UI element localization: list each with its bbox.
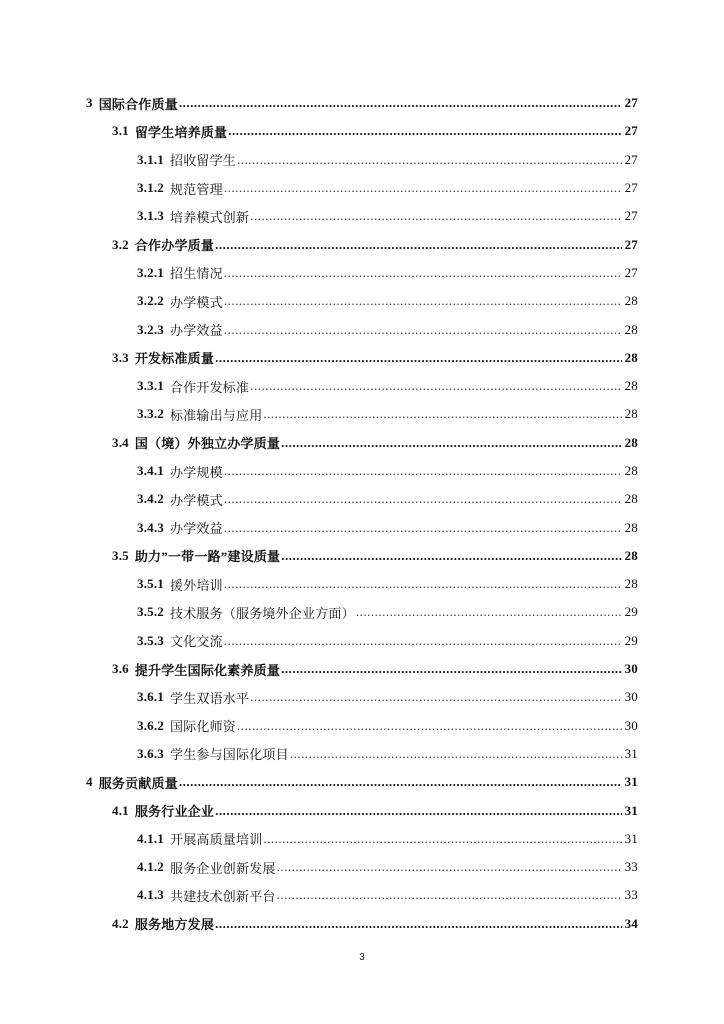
toc-dot-leader [179, 774, 622, 790]
toc-entry-title: 培养模式创新 [170, 209, 250, 225]
toc-entry-title: 办学模式 [170, 294, 223, 310]
toc-entry-number: 3.2.2 [137, 293, 164, 309]
toc-entry-number: 3 [86, 95, 93, 111]
toc-dot-leader [281, 661, 622, 677]
table-of-contents [0, 89, 724, 938]
toc-entry-title: 规范管理 [170, 181, 223, 197]
toc-entry-page: 29 [624, 632, 638, 648]
toc-entry-number: 3.6.2 [137, 717, 164, 733]
toc-entry-title: 招生情况 [170, 266, 223, 282]
toc-dot-leader [179, 95, 622, 111]
toc-subsection-entry[interactable] [0, 740, 724, 768]
toc-entry-number: 3.6.3 [137, 745, 164, 761]
toc-subsection-entry[interactable] [0, 287, 724, 315]
toc-dot-leader [224, 576, 622, 592]
toc-subsection-entry[interactable] [0, 259, 724, 287]
toc-entry-page: 28 [624, 406, 638, 422]
toc-subsection-entry[interactable] [0, 712, 724, 740]
toc-entry-number: 3.1 [112, 123, 129, 139]
toc-entry-number: 3.1.2 [137, 180, 164, 196]
toc-subsection-entry[interactable] [0, 174, 724, 202]
toc-entry-page: 28 [624, 519, 638, 535]
toc-entry-page: 28 [624, 463, 638, 478]
toc-entry-title: 国（境）外独立办学质量 [134, 436, 281, 452]
toc-entry-title: 标准输出与应用 [170, 407, 263, 423]
toc-section-entry[interactable] [0, 910, 724, 938]
toc-entry-number: 3.3 [112, 349, 129, 365]
toc-section-entry[interactable] [0, 429, 724, 457]
toc-dot-leader [281, 548, 622, 564]
page-number: 3 [359, 952, 365, 963]
toc-entry-number: 3.4.3 [137, 519, 164, 535]
toc-subsection-entry[interactable] [0, 513, 724, 541]
toc-section-entry[interactable] [0, 344, 724, 372]
toc-entry-title: 共建技术创新平台 [170, 888, 276, 904]
toc-entry-page: 30 [624, 661, 638, 677]
toc-dot-leader [263, 406, 622, 422]
toc-section-entry[interactable] [0, 655, 724, 683]
toc-subsection-entry[interactable] [0, 202, 724, 230]
toc-entry-number: 4.1.1 [137, 830, 164, 846]
toc-dot-leader [215, 237, 622, 253]
toc-subsection-entry[interactable] [0, 315, 724, 343]
toc-entry-title: 合作开发标准 [170, 379, 250, 395]
toc-entry-page: 28 [624, 576, 638, 592]
toc-entry-page: 28 [624, 349, 638, 365]
toc-dot-leader [224, 633, 622, 649]
toc-dot-leader [250, 378, 622, 394]
toc-entry-number: 3.5.1 [137, 576, 164, 592]
toc-entry-page: 31 [624, 774, 638, 790]
toc-entry-number: 3.6 [112, 661, 129, 677]
toc-entry-page: 29 [624, 604, 638, 620]
toc-section-entry[interactable] [0, 117, 724, 145]
toc-section-entry[interactable] [0, 542, 724, 570]
toc-section-entry[interactable] [0, 230, 724, 258]
toc-entry-page: 31 [624, 830, 638, 846]
toc-entry-number: 4.2 [112, 915, 129, 931]
toc-entry-page: 28 [624, 434, 638, 450]
toc-entry-title: 服务企业创新发展 [170, 860, 276, 876]
toc-entry-title: 服务地方发展 [134, 917, 215, 933]
toc-entry-page: 30 [624, 717, 638, 733]
toc-entry-page: 28 [624, 321, 638, 337]
toc-entry-number: 3.1.3 [137, 208, 164, 224]
toc-entry-number: 3.5.3 [137, 632, 164, 648]
toc-entry-title: 服务贡献质量 [98, 775, 178, 791]
toc-dot-leader [215, 350, 622, 366]
toc-dot-leader [224, 520, 622, 536]
toc-dot-leader [356, 604, 622, 620]
toc-entry-page: 33 [624, 859, 638, 875]
toc-dot-leader [224, 463, 622, 479]
toc-entry-title: 办学模式 [170, 492, 223, 508]
toc-entry-title: 国际化师资 [170, 719, 237, 735]
toc-entry-page: 28 [624, 293, 638, 309]
toc-subsection-entry[interactable] [0, 372, 724, 400]
toc-entry-page: 27 [624, 264, 638, 280]
toc-entry-number: 4.1.2 [137, 859, 164, 875]
toc-entry-number: 3.3.2 [137, 406, 164, 422]
toc-entry-page: 31 [624, 802, 638, 818]
toc-entry-number: 3.4 [112, 434, 129, 450]
toc-entry-page: 34 [624, 915, 638, 931]
toc-subsection-entry[interactable] [0, 627, 724, 655]
toc-entry-title: 学生双语水平 [170, 690, 250, 706]
toc-dot-leader [224, 491, 622, 507]
toc-entry-title: 提升学生国际化素养质量 [134, 662, 281, 678]
toc-dot-leader [250, 208, 622, 224]
toc-chapter-entry[interactable] [0, 89, 724, 117]
toc-entry-page: 27 [624, 151, 638, 167]
toc-dot-leader [263, 831, 622, 847]
toc-entry-title: 办学效益 [170, 323, 223, 339]
toc-entry-page: 33 [624, 887, 638, 903]
toc-entry-title: 开发标准质量 [134, 351, 215, 367]
toc-dot-leader [224, 265, 622, 281]
toc-entry-page: 30 [624, 689, 638, 705]
toc-subsection-entry[interactable] [0, 146, 724, 174]
toc-entry-page: 27 [624, 123, 638, 139]
toc-entry-number: 3.4.2 [137, 491, 164, 507]
toc-entry-number: 3.6.1 [137, 689, 164, 705]
toc-entry-title: 助力”一带一路”建设质量 [134, 549, 281, 565]
toc-entry-title: 开展高质量培训 [170, 832, 263, 848]
toc-dot-leader [215, 803, 622, 819]
toc-dot-leader [290, 746, 622, 762]
toc-dot-leader [277, 859, 622, 875]
toc-entry-number: 3.5 [112, 547, 129, 563]
toc-section-entry[interactable] [0, 796, 724, 824]
toc-entry-number: 4.1.3 [137, 887, 164, 903]
toc-entry-page: 27 [624, 95, 638, 111]
toc-entry-number: 3.1.1 [137, 151, 164, 167]
toc-dot-leader [215, 916, 622, 932]
toc-entry-number: 3.2 [112, 236, 129, 252]
toc-entry-title: 合作办学质量 [134, 238, 215, 254]
toc-chapter-entry[interactable] [0, 768, 724, 796]
toc-entry-number: 3.5.2 [137, 604, 164, 620]
toc-entry-page: 27 [624, 208, 638, 224]
toc-subsection-entry[interactable] [0, 570, 724, 598]
toc-subsection-entry[interactable] [0, 853, 724, 881]
toc-dot-leader [228, 123, 622, 139]
toc-entry-page: 31 [624, 745, 638, 761]
toc-entry-title: 留学生培养质量 [134, 124, 228, 140]
toc-subsection-entry[interactable] [0, 881, 724, 909]
toc-entry-title: 办学规模 [170, 464, 223, 480]
toc-dot-leader [224, 322, 622, 338]
toc-dot-leader [237, 152, 622, 168]
toc-entry-title: 技术服务（服务境外企业方面） [170, 605, 355, 621]
toc-subsection-entry[interactable] [0, 400, 724, 428]
toc-entry-title: 招收留学生 [170, 153, 237, 169]
toc-entry-title: 文化交流 [170, 634, 223, 650]
toc-entry-title: 援外培训 [170, 577, 223, 593]
toc-dot-leader [250, 689, 622, 705]
toc-entry-number: 3.4.1 [137, 463, 164, 478]
toc-entry-page: 27 [624, 236, 638, 252]
toc-entry-number: 3.3.1 [137, 378, 164, 394]
toc-subsection-entry[interactable] [0, 598, 724, 626]
toc-subsection-entry[interactable] [0, 457, 724, 485]
toc-entry-page: 28 [624, 491, 638, 507]
toc-entry-number: 3.2.1 [137, 264, 164, 280]
toc-subsection-entry[interactable] [0, 825, 724, 853]
toc-dot-leader [237, 718, 622, 734]
toc-entry-page: 28 [624, 378, 638, 394]
toc-entry-number: 4.1 [112, 802, 129, 818]
toc-entry-title: 服务行业企业 [134, 804, 215, 820]
toc-dot-leader [224, 293, 622, 309]
toc-entry-number: 3.2.3 [137, 321, 164, 337]
toc-dot-leader [281, 435, 622, 451]
toc-entry-title: 学生参与国际化项目 [170, 747, 289, 763]
toc-entry-page: 28 [624, 547, 638, 563]
toc-subsection-entry[interactable] [0, 485, 724, 513]
toc-entry-title: 国际合作质量 [98, 96, 178, 112]
toc-entry-page: 27 [624, 180, 638, 196]
toc-subsection-entry[interactable] [0, 683, 724, 711]
toc-entry-title: 办学效益 [170, 521, 223, 537]
toc-dot-leader [224, 180, 622, 196]
toc-entry-number: 4 [86, 774, 93, 790]
toc-dot-leader [277, 887, 622, 903]
